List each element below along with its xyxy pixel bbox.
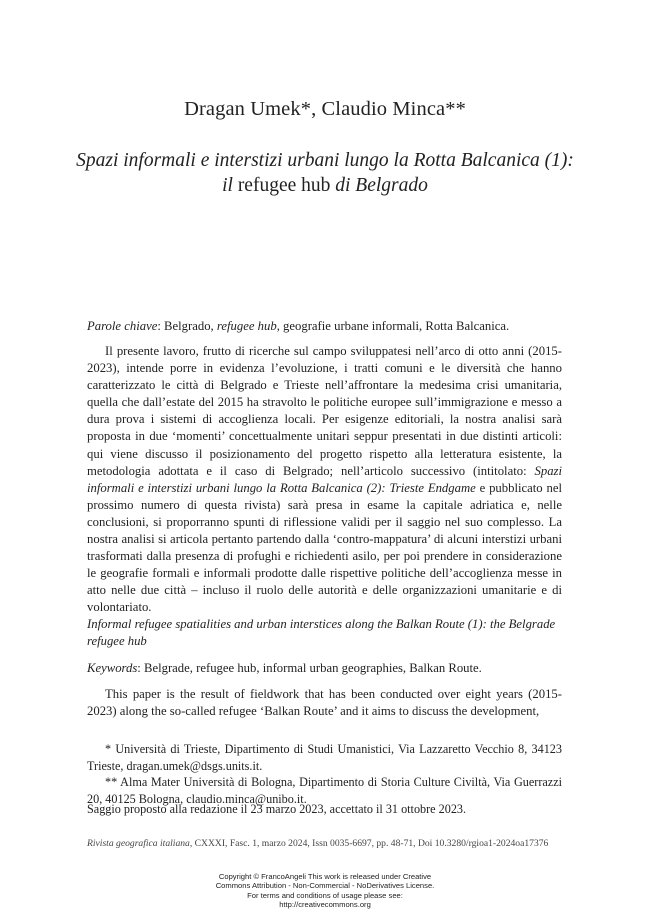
copyright-link[interactable]: http://creativecommons.org — [279, 899, 371, 909]
keywords-text-en: : Belgrade, refugee hub, informal urban geographies, Balkan Route. — [137, 661, 482, 675]
journal-citation — [87, 838, 562, 849]
copyright-line-2: Commons Attribution - Non-Commercial - NoDerivatives License. — [215, 881, 435, 891]
received-note: Saggio proposto alla redazione il 23 marzo 2023, accettato il 31 ottobre 2023. — [87, 802, 467, 816]
footnote-2: ** Alma Mater Università di Bologna, Dipartimento di Storia Culture Civiltà, Via Guerrazzi 20, 40125 Bologna, claudio.minca@unibo.it. — [87, 775, 562, 806]
italian-keywords — [87, 318, 562, 335]
title-part-3: di Belgrado — [335, 175, 428, 196]
copyright-notice — [150, 872, 500, 909]
authors: Dragan Umek*, Claudio Minca** — [184, 98, 466, 120]
copyright-line-1: Copyright © FrancoAngeli This work is released under Creative — [218, 872, 432, 881]
keywords-text-it-b: refugee hub — [216, 319, 277, 333]
italian-abstract — [87, 343, 562, 617]
title-part-2: refugee hub — [237, 175, 331, 196]
copyright-line-3: For terms and conditions of usage please see: — [247, 890, 403, 900]
footnote-1: * Università di Trieste, Dipartimento di Studi Umanistici, Via Lazzaretto Vecchio 8, 34123 Trieste, dragan.umek@dsgs.units.it. — [87, 742, 562, 773]
english-abstract — [87, 686, 562, 720]
keywords-label-en: Keywords — [87, 661, 138, 675]
abstract-it-b: Spazi informali e interstizi urbani lungo la Rotta Balcanica (2): Trieste Endgame — [87, 463, 562, 495]
english-title: Informal refugee spatialities and urban interstices along the Balkan Route (1): the Belgrade refugee hub — [87, 617, 556, 649]
keywords-label-it: Parole chiave — [87, 319, 158, 333]
title-part-1: Spazi informali e interstizi urbani lungo la Rotta Balcanica (1): il — [76, 150, 574, 196]
abstract-it-a: Il presente lavoro, frutto di ricerche sul campo sviluppatesi nell’arco di otto anni (2015-2023), intende porre in evidenza l’evoluzione, i tratti comuni e le diversità che hanno caratterizzato le città di Belgrado e Trieste nell’affrontare la medesima crisi umanitaria, quella che dall’estate del 2015 ha stravolto le politiche europee sull’immigrazione e messo a dura prova i sistemi di accoglienza locali. Per esigenze editoriali, la nostra analisi sarà proposta in due ‘momenti’ concettualmente unitari seppur presentati in due distinti articoli: qui viene discusso il posizionamento del progetto rispetto alla letteratura esistente, la metodologia adottata e il caso di Belgrado; nell’articolo successivo (intitolato: — [87, 344, 562, 478]
article-title — [70, 148, 580, 198]
author-footnotes — [87, 741, 562, 807]
english-keywords — [87, 660, 562, 677]
keywords-text-it-c: , geografie urbane informali, Rotta Balcanica. — [276, 319, 510, 333]
abstract-it-c: e pubblicato nel prossimo numero di questa rivista) sarà presa in esame la capitale adriatica e, nelle conclusioni, si proporranno spunti di riflessione validi per il saggio nel suo complesso. La nostra analisi si articola pertanto partendo dalla ‘contro-mappatura’ di alcuni interstizi urbani trasformati dalla presenza di profughi e richiedenti asilo, per poi prendere in considerazione le geografie formali e informali prodotte dalle rispettive politiche dell’accoglienza messe in atto nelle due città – incluso il ruolo delle autorità e delle organizzazioni umanitarie e di volontariato. — [87, 480, 562, 615]
abstract-en: This paper is the result of fieldwork that has been conducted over eight years (2015-2023) along the so-called refugee ‘Balkan Route’ and it aims to discuss the development, — [87, 687, 562, 719]
keywords-text-it-a: : Belgrado, — [157, 319, 217, 333]
journal-name: Rivista geografica italiana — [87, 838, 190, 849]
citation-details: , CXXXI, Fasc. 1, marzo 2024, Issn 0035-6697, pp. 48-71, Doi 10.3280/rgioa1-2024oa17376 — [189, 838, 549, 849]
